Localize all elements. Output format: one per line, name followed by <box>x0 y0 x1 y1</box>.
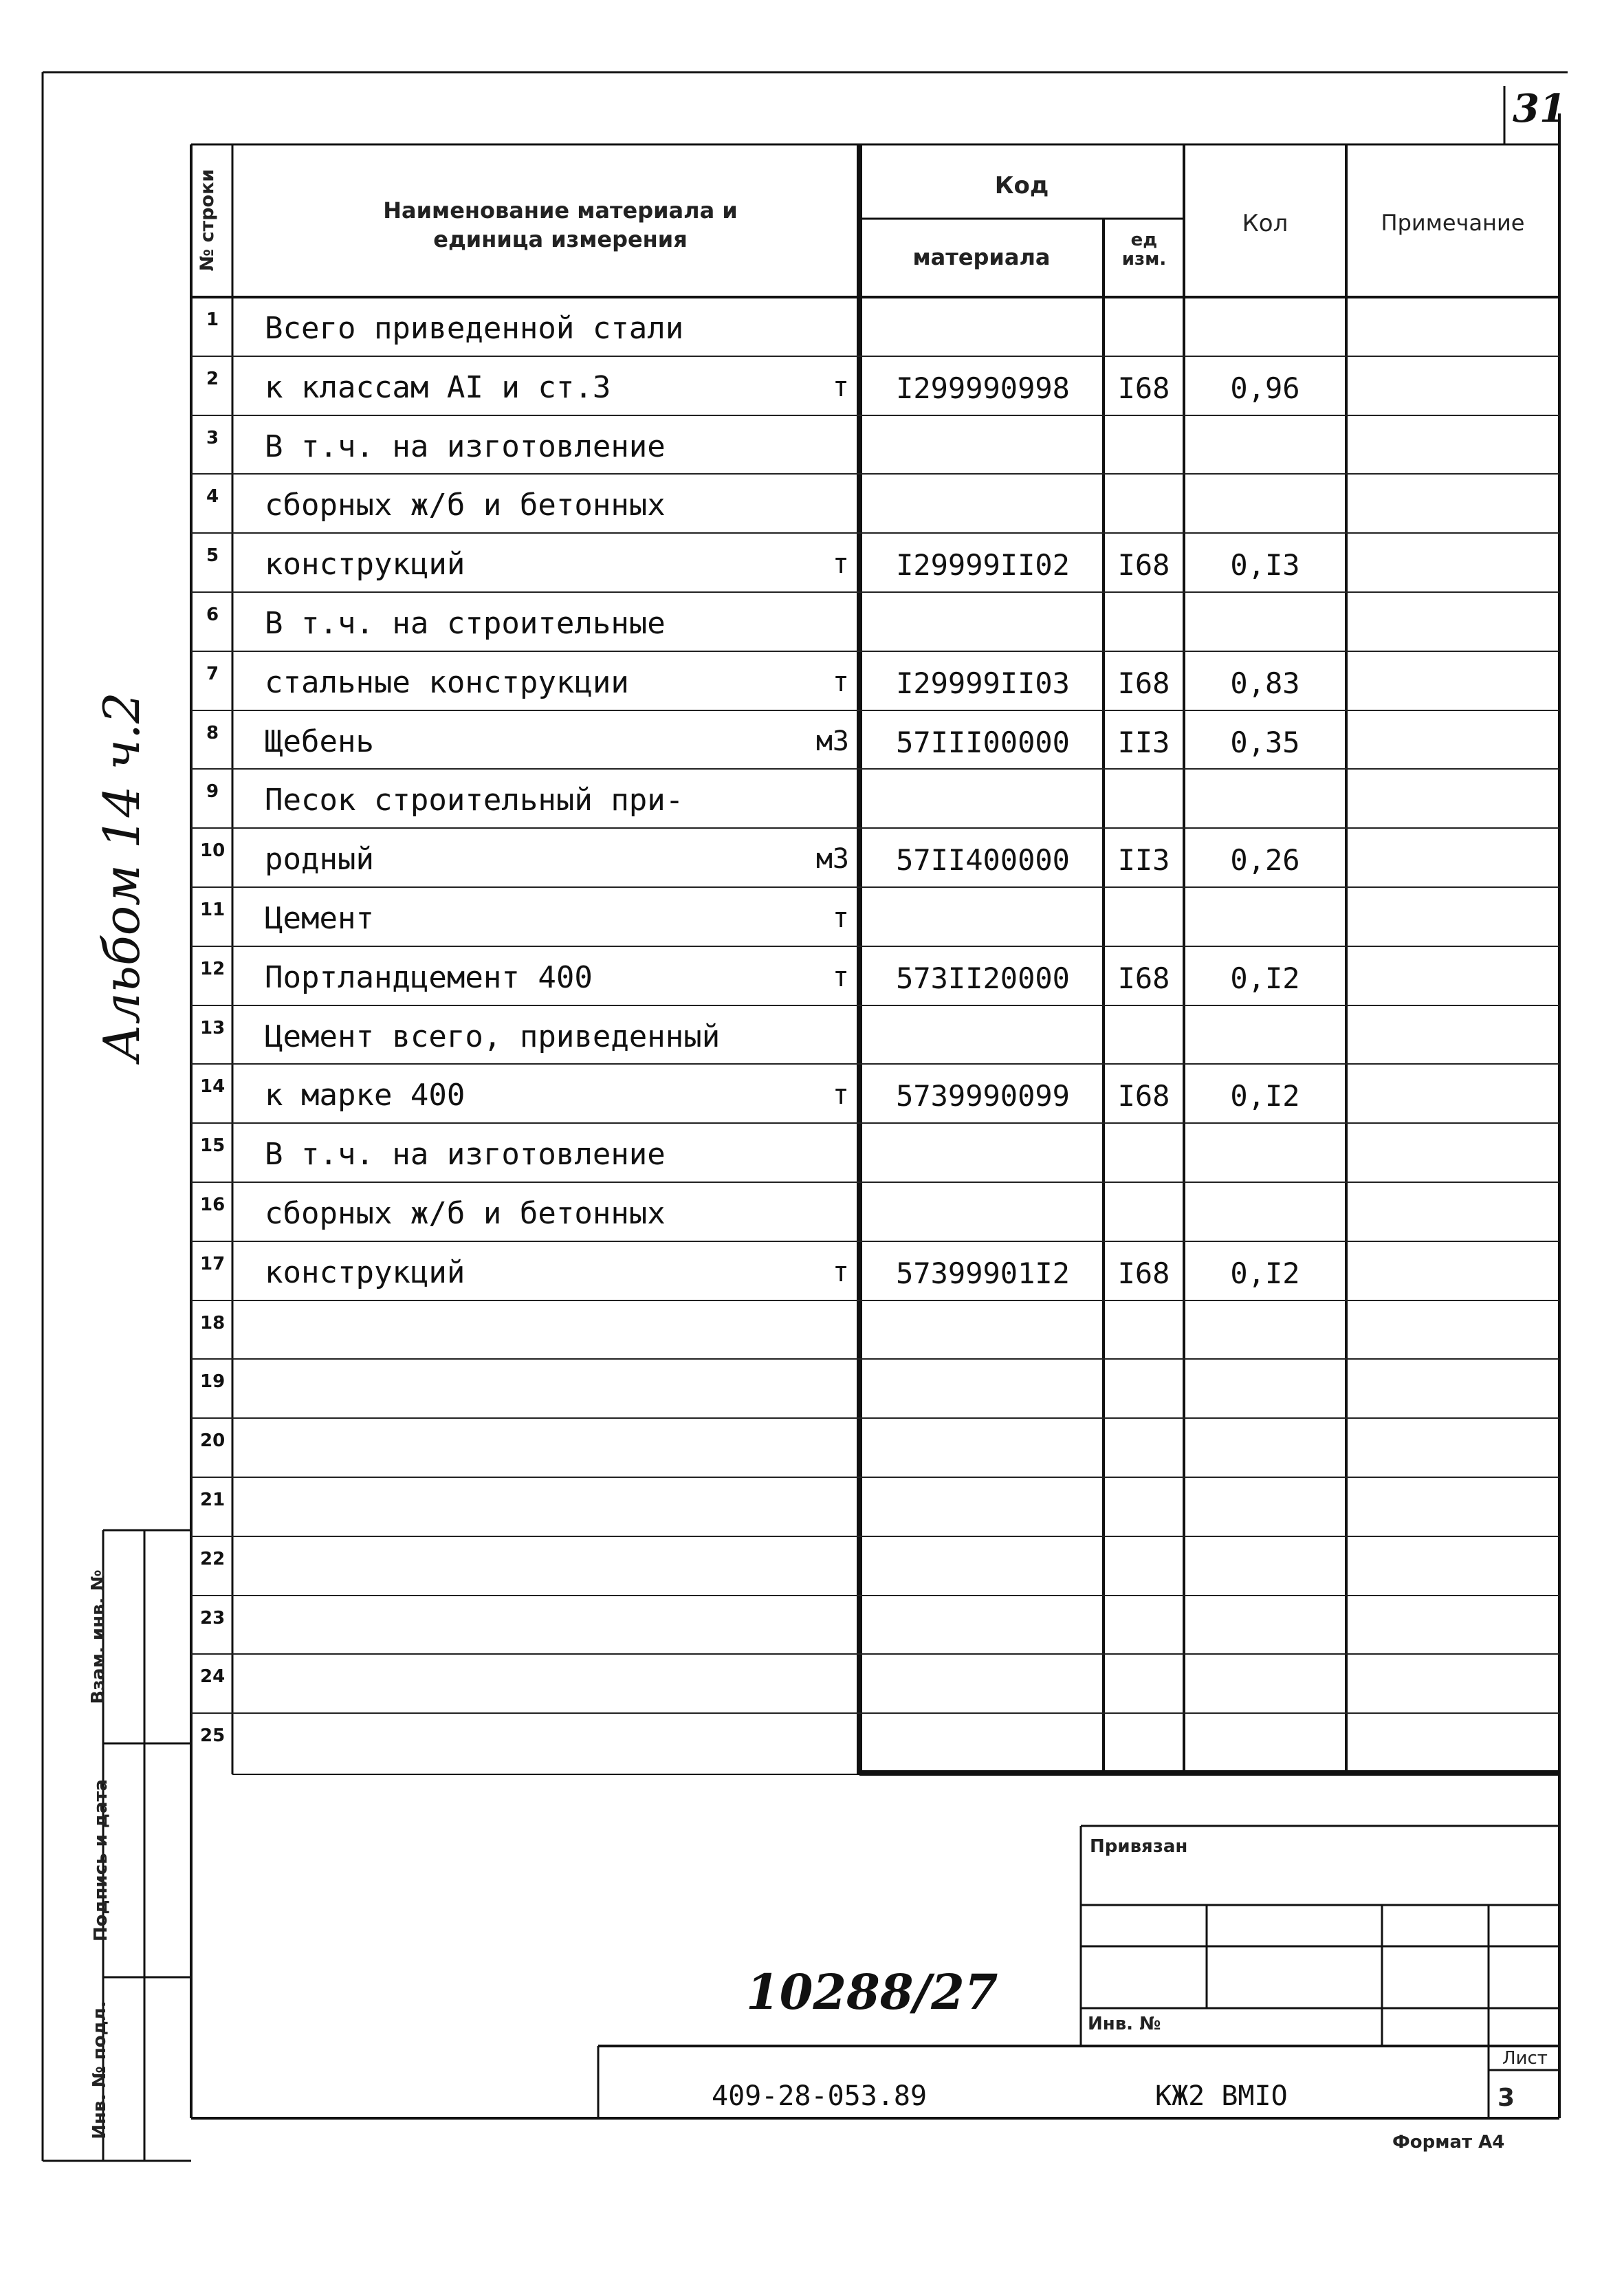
material-name: конструкций <box>265 547 465 583</box>
row-number: 25 <box>200 1726 226 1747</box>
material-code: I29999II03 <box>896 666 1070 700</box>
unit-code: I68 <box>1117 1256 1170 1290</box>
quantity: 0,I2 <box>1230 1079 1300 1113</box>
material-code: 5739990099 <box>896 1079 1070 1113</box>
material-name: В т.ч. на изготовление <box>265 1137 666 1173</box>
unit-code: I68 <box>1117 548 1170 583</box>
unit-code: I68 <box>1117 961 1170 995</box>
quantity: 0,I2 <box>1230 1256 1300 1290</box>
row-number: 19 <box>200 1371 226 1393</box>
unit-of-measure: т <box>832 961 849 993</box>
row-number: 3 <box>206 427 219 448</box>
quantity: 0,83 <box>1230 666 1300 700</box>
row-number: 23 <box>200 1607 226 1629</box>
row-number: 8 <box>206 722 219 743</box>
table-row <box>0 1005 1624 1065</box>
table-row <box>0 1596 1624 1655</box>
material-code: 57399901I2 <box>896 1256 1070 1290</box>
unit-of-measure: т <box>832 902 849 934</box>
table-row <box>0 887 1624 946</box>
sheet-label: Лист <box>1502 2048 1548 2069</box>
header-unit: ед изм. <box>1121 230 1167 270</box>
table-row <box>0 1477 1624 1536</box>
table-row <box>0 356 1624 415</box>
quantity: 0,96 <box>1230 371 1300 405</box>
header-row-no: № строки <box>197 168 218 272</box>
material-name: Цемент <box>265 901 374 936</box>
table-row <box>0 946 1624 1005</box>
row-number: 20 <box>200 1430 226 1452</box>
table-row <box>0 651 1624 710</box>
row-number: 13 <box>200 1017 226 1038</box>
material-code: I29999II02 <box>896 548 1070 583</box>
table-row <box>0 1300 1624 1360</box>
sheet-number: 3 <box>1497 2084 1515 2112</box>
unit-of-measure: т <box>832 371 849 403</box>
unit-of-measure: т <box>832 1256 849 1288</box>
table-row <box>0 1654 1624 1713</box>
stamp-podpis-data: Подпись и дата <box>91 1778 111 1942</box>
material-name: В т.ч. на строительные <box>265 606 666 641</box>
document-code: 409-28-053.89 <box>712 2080 928 2112</box>
row-number: 24 <box>200 1666 226 1688</box>
table-row <box>0 592 1624 651</box>
handwritten-number: 10288/27 <box>746 1963 998 2021</box>
material-name: Портландцемент 400 <box>265 959 593 995</box>
row-number: 1 <box>206 309 219 330</box>
material-name: к марке 400 <box>265 1078 465 1113</box>
header-code: Код <box>994 172 1049 199</box>
table-row <box>0 769 1624 828</box>
table-row <box>0 1123 1624 1182</box>
table-row <box>0 710 1624 770</box>
material-name: сборных ж/б и бетонных <box>265 488 666 523</box>
material-code: 57III00000 <box>896 725 1070 759</box>
row-number: 14 <box>200 1076 226 1098</box>
table-row <box>0 297 1624 356</box>
row-number: 7 <box>206 663 219 684</box>
material-name: Щебень <box>265 723 374 759</box>
table-row <box>0 1359 1624 1418</box>
material-name: конструкций <box>265 1254 465 1290</box>
header-qty: Кол <box>1242 210 1288 237</box>
row-number: 12 <box>200 958 226 979</box>
material-code: 57II400000 <box>896 843 1070 878</box>
row-number: 10 <box>200 840 226 862</box>
material-name: к классам АI и ст.3 <box>265 369 611 405</box>
material-name: Песок строительный при- <box>265 783 684 818</box>
inv-no-label: Инв. № <box>1088 2014 1161 2034</box>
table-row <box>0 415 1624 475</box>
material-name: родный <box>265 842 374 878</box>
row-number: 2 <box>206 368 219 389</box>
material-code: I299990998 <box>896 371 1070 405</box>
unit-code: I68 <box>1117 1079 1170 1113</box>
table-row <box>0 1064 1624 1123</box>
row-number: 6 <box>206 605 219 625</box>
stamp-inv-podl: Инв. № подл. <box>89 2001 110 2140</box>
material-name: стальные конструкции <box>265 664 629 700</box>
material-name: Всего приведенной стали <box>265 311 684 346</box>
quantity: 0,I2 <box>1230 961 1300 995</box>
privyazan-label: Привязан <box>1090 1836 1188 1857</box>
quantity: 0,I3 <box>1230 548 1300 583</box>
unit-of-measure: м3 <box>815 725 849 757</box>
unit-code: II3 <box>1117 843 1170 878</box>
material-name: сборных ж/б и бетонных <box>265 1196 666 1231</box>
row-number: 5 <box>206 545 219 567</box>
unit-code: I68 <box>1117 666 1170 700</box>
unit-code: I68 <box>1117 371 1170 405</box>
row-number: 22 <box>200 1548 226 1569</box>
table-row <box>0 1536 1624 1596</box>
table-row <box>0 1713 1624 1772</box>
stamp-vzam-inv: Взам. инв. № <box>88 1569 109 1704</box>
unit-of-measure: т <box>832 1079 849 1111</box>
row-number: 15 <box>200 1135 226 1157</box>
quantity: 0,26 <box>1230 843 1300 878</box>
material-name: Цемент всего, приведенный <box>265 1019 721 1054</box>
row-number: 21 <box>200 1490 226 1510</box>
table-row <box>0 1182 1624 1241</box>
table-row <box>0 1418 1624 1477</box>
material-code: 573II20000 <box>896 961 1070 995</box>
header-note: Примечание <box>1381 210 1525 236</box>
unit-of-measure: т <box>832 666 849 698</box>
sheet-corner-number: 31 <box>1513 86 1566 131</box>
format-label: Формат А4 <box>1392 2132 1505 2153</box>
material-name: В т.ч. на изготовление <box>265 428 666 464</box>
row-number: 16 <box>200 1195 226 1215</box>
album-note: Альбом 14 ч.2 <box>93 692 151 1062</box>
row-number: 18 <box>200 1312 226 1334</box>
row-number: 17 <box>200 1253 226 1274</box>
quantity: 0,35 <box>1230 725 1300 759</box>
table-row <box>0 1241 1624 1300</box>
unit-of-measure: т <box>832 548 849 580</box>
header-name: Наименование материала и единица измерения <box>383 197 738 252</box>
table-row <box>0 828 1624 887</box>
unit-code: II3 <box>1117 725 1170 759</box>
row-number: 4 <box>206 486 219 508</box>
document-mark: КЖ2 ВМIО <box>1155 2080 1288 2112</box>
row-number: 11 <box>200 900 226 920</box>
header-material: материала <box>912 244 1051 270</box>
unit-of-measure: м3 <box>815 843 849 875</box>
table-row <box>0 474 1624 533</box>
row-number: 9 <box>206 781 219 803</box>
table-row <box>0 533 1624 592</box>
